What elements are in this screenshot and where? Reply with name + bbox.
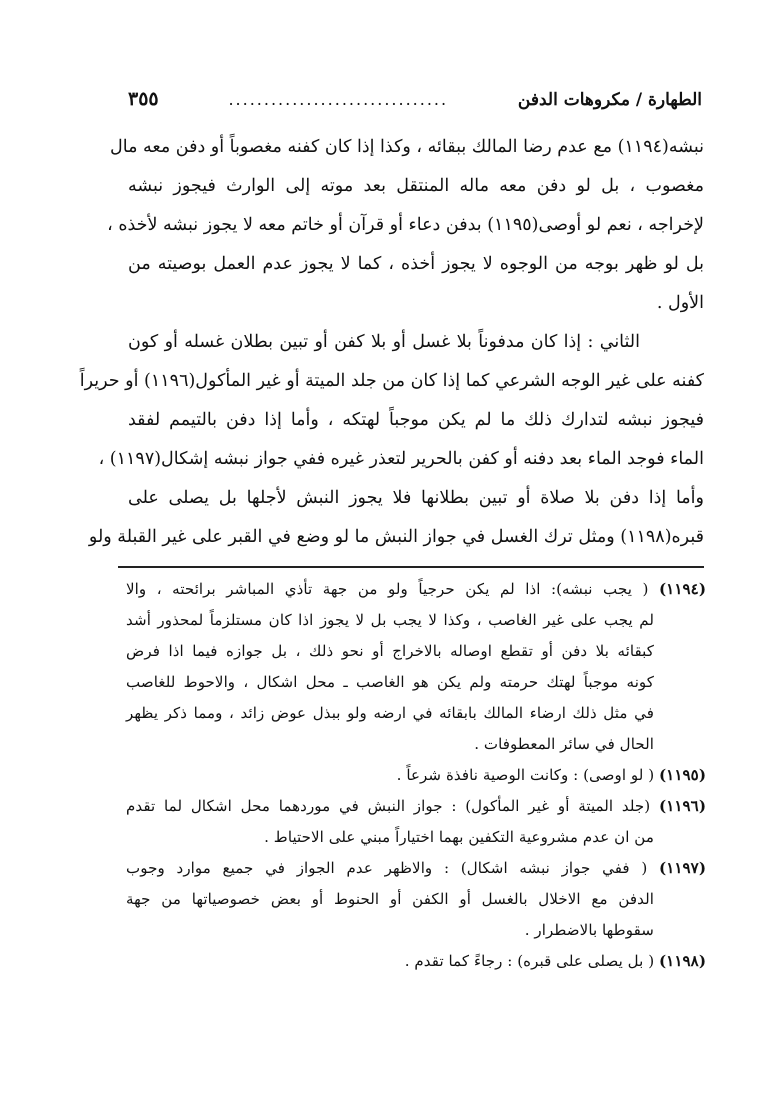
footnote-line — [126, 574, 706, 605]
footnote-text: ( بل يصلى على قبره) : رجاءً كما تقدم . — [404, 952, 655, 970]
footnote-line: من ان عدم مشروعية التكفين بهما اختياراً مبني على الاحتياط . — [264, 828, 654, 846]
body-line: الأول . — [656, 293, 704, 313]
body-line: الثاني : إذا كان مدفوناً بلا غسل أو بلا كفن أو تبين بطلان غسله أو كون — [128, 332, 640, 352]
footnote-line: الدفن مع الاخلال بالغسل أو الكفن أو الحنوط أو بعض خصوصياتها من جهة — [126, 890, 654, 908]
footnote-line: الحال في سائر المعطوفات . — [474, 735, 654, 753]
footnote-number: (١١٩٥) — [658, 766, 706, 784]
body-line: مغصوب ، بل لو دفن معه ماله المنتقل بعد موته إلى الوارث فيجوز نبشه — [128, 176, 704, 196]
footnote-line: في مثل ذلك ارضاء المالك بابقائه في ارضه ولو ببذل عوض زائد ، ومما ذكر يظهر — [126, 704, 654, 722]
running-header — [128, 88, 702, 120]
footnote-text: ( يجب نبشه): اذا لم يكن حرجياً ولو من جهة تأذي المباشر برائحته ، والا — [126, 580, 649, 598]
page-number: ٣٥٥ — [128, 88, 159, 110]
body-line: نبشه(١١٩٤) مع عدم رضا المالك ببقائه ، وكذا إذا كان كفنه مغصوباً أو دفن معه مال — [110, 137, 704, 157]
body-line: الماء فوجد الماء بعد دفنه أو كفن بالحرير لتعذر غيره ففي جواز نبشه إشكال(١١٩٧) ، — [98, 449, 704, 469]
footnote-line — [126, 791, 706, 822]
footnote-text: ( ففي جواز نبشه اشكال) : والاظهر عدم الجواز في جميع موارد وجوب — [126, 859, 648, 877]
footnote-number: (١١٩٨) — [658, 952, 706, 970]
footnote-text: ( لو اوصى) : وكانت الوصية نافذة شرعاً . — [396, 766, 655, 784]
footnote-line: لم يجب على غير الغاصب ، وكذا لا يجب بل لا يجوز اذا كان مستلزماً لمحذور أشد — [126, 611, 654, 629]
footnote-line — [126, 946, 706, 977]
footnote-text: (جلد الميتة أو غير المأكول) : جواز النبش في موردهما محل اشكال لما تقدم — [126, 797, 651, 815]
body-line: فيجوز نبشه لتدارك ذلك ما لم يكن موجباً لهتكه ، وأما إذا دفن بالتيمم لفقد — [128, 410, 704, 430]
footnote-number: (١١٩٧) — [659, 859, 707, 877]
body-line: بل لو ظهر بوجه من الوجوه لا يجوز أخذه ، كما لا يجوز عدم العمل بوصيته من — [128, 254, 704, 274]
header-leader-dots: ............................... — [228, 90, 449, 109]
body-line: لإخراجه ، نعم لو أوصى(١١٩٥) بدفن دعاء أو قرآن أو خاتم معه لا يجوز نبشه لأخذه ، — [107, 215, 704, 235]
footnote-line: كبقائه بلا دفن أو تقطع اوصاله بالاخراج أو نحو ذلك ، بل جوازه فيما اذا فرض — [126, 642, 654, 660]
footnotes-section — [126, 574, 706, 977]
footnote-line — [126, 760, 706, 791]
footnote-line — [126, 853, 706, 884]
footnote-number: (١١٩٦) — [659, 797, 707, 815]
footnote-number: (١١٩٤) — [658, 580, 706, 598]
body-line: قبره(١١٩٨) ومثل ترك الغسل في جواز النبش ما لو وضع في القبر على غير القبلة ولو — [88, 527, 704, 547]
body-line: كفنه على غير الوجه الشرعي كما إذا كان من جلد الميتة أو غير المأكول(١١٩٦) أو حريراً — [79, 371, 704, 391]
body-line: وأما إذا دفن بلا صلاة أو تبين بطلانها فلا يجوز النبش لأجلها بل يصلى على — [128, 488, 704, 508]
main-text — [79, 128, 704, 557]
chapter-title: الطهارة / مكروهات الدفن — [517, 90, 702, 110]
footnote-line: سقوطها بالاضطرار . — [524, 921, 654, 939]
footnote-divider — [118, 566, 704, 568]
footnote-line: كونه موجباً لهتك حرمته ولم يكن هو الغاصب ـ محل اشكال ، والاحوط للغاصب — [126, 673, 654, 691]
